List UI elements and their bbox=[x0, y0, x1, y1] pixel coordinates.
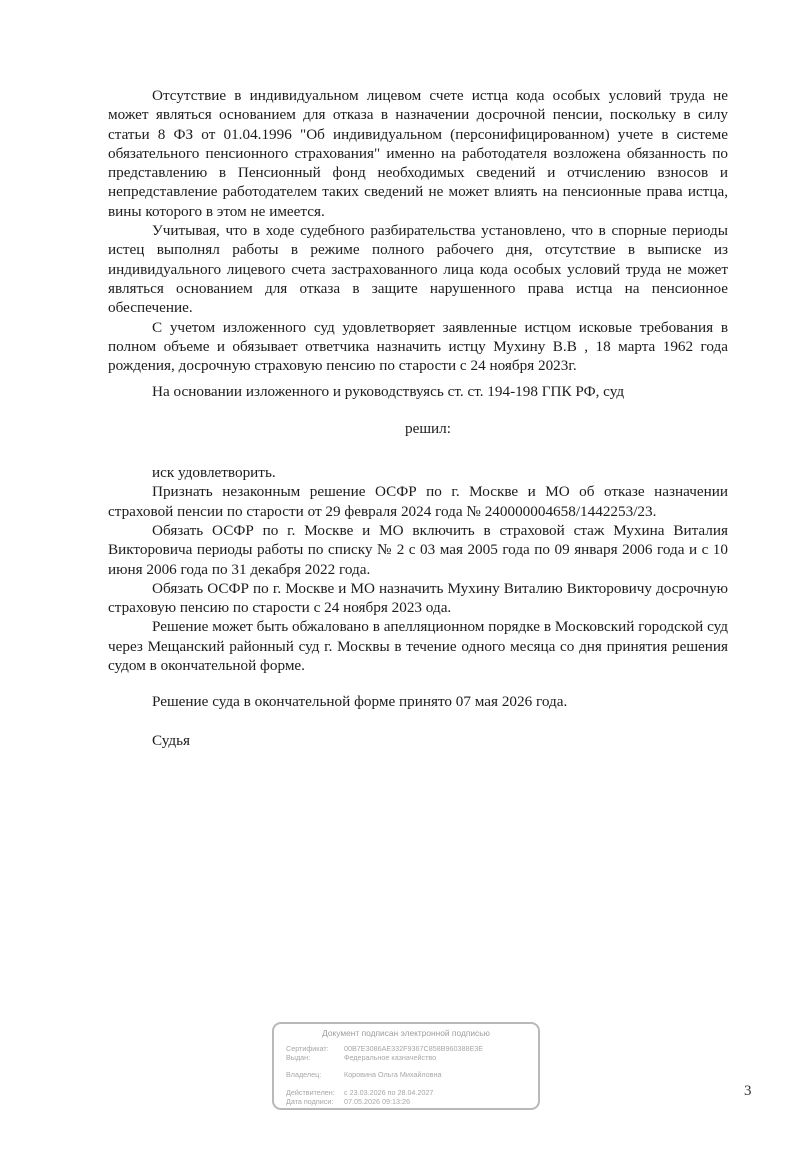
paragraph-missing-code: Отсутствие в индивидуальном лицевом счете истца кода особых условий труда не может являться основанием для отказа в назначении досрочной пенсии, поскольку в силу статьи 8 ФЗ от 01.04.1996 "Об индивидуальном (персонифицированном) учете в системе обязательного пенсионного страхования" именно на работодателя возложена обязанность по представлению в Пенсионный фонд необходимых сведений и отчислению взносов и непредставление работодателем таких сведений не может влиять на пенсионные права истца, вины которого в этом не имеется. bbox=[108, 87, 728, 220]
stamp-title: Документ подписан электронной подписью bbox=[322, 1028, 490, 1038]
stamp-sign-date-row bbox=[286, 1097, 410, 1106]
stamp-sign-date-value: 07.05.2026 09:13:26 bbox=[344, 1097, 410, 1106]
stamp-owner-row bbox=[286, 1070, 441, 1079]
paragraph-full-day-work: Учитывая, что в ходе судебного разбирательства установлено, что в спорные периоды истец выполнял работы в режиме полного рабочего дня, отсутствие в выписке из индивидуального лицевого счета застрахованного лица кода особых условий труда не может являться основанием для отказа в защите нарушенного права истца на пенсионное обеспечение. bbox=[108, 222, 728, 317]
paragraph-court-satisfies: С учетом изложенного суд удовлетворяет заявленные истцом исковые требования в полном объеме и обязывает ответчика назначить истцу Мухину В.В , 18 марта 1962 года рождения, досрочную страховую пенсию по старости с 24 ноября 2023г. bbox=[108, 318, 728, 375]
ruling-heading: решил: bbox=[405, 419, 451, 437]
stamp-cert-label: Сертификат: bbox=[286, 1044, 329, 1053]
stamp-certificate-row bbox=[286, 1044, 483, 1053]
stamp-owner-value: Коровина Ольга Михайловна bbox=[344, 1070, 442, 1079]
resolution-include-periods: Обязать ОСФР по г. Москве и МО включить в страховой стаж Мухина Виталия Викторовича периоды работы по списку № 2 с 03 мая 2005 года по 09 января 2006 года и с 10 июня 2006 года по 31 декабря 2022 года. bbox=[108, 521, 728, 578]
stamp-validity-value: с 23.03.2026 по 28.04.2027 bbox=[344, 1088, 434, 1097]
resolution-unlawful-decision: Признать незаконным решение ОСФР по г. Москве и МО об отказе назначении страховой пенсии по старости от 29 февраля 2024 года № 240000004658/1442253/23. bbox=[108, 483, 728, 520]
resolution-assign-pension: Обязать ОСФР по г. Москве и МО назначить Мухину Виталию Викторовичу досрочную страховую пенсию по старости с 24 ноября 2023 ода. bbox=[108, 579, 728, 617]
stamp-cert-value: 00B7E3086AE332F9367C858B960388E3E bbox=[344, 1044, 484, 1053]
stamp-issuer-label: Выдан: bbox=[286, 1053, 311, 1062]
stamp-validity-row bbox=[286, 1088, 433, 1097]
stamp-issuer-row bbox=[286, 1053, 436, 1062]
stamp-validity-label: Действителен: bbox=[286, 1088, 335, 1097]
stamp-sign-date-label: Дата подписи: bbox=[286, 1097, 334, 1106]
electronic-signature-stamp bbox=[272, 1022, 540, 1110]
final-form-date: Решение суда в окончательной форме принято 07 мая 2026 года. bbox=[152, 693, 568, 711]
stamp-owner-label: Владелец: bbox=[286, 1070, 322, 1079]
resolution-appeal-notice: Решение может быть обжаловано в апелляционном порядке в Московский городской суд через Мещанский районный суд г. Москвы в течение одного месяца со дня принятия решения судом в окончательной форме. bbox=[108, 618, 728, 675]
stamp-issuer-value: Федеральное казначейство bbox=[344, 1053, 437, 1062]
resolution-grant-claim: иск удовлетворить. bbox=[152, 464, 276, 482]
judge-label: Судья bbox=[152, 731, 191, 749]
page-number: 3 bbox=[744, 1083, 752, 1099]
document-body bbox=[108, 86, 728, 750]
paragraph-legal-basis: На основании изложенного и руководствуясь ст. ст. 194-198 ГПК РФ, суд bbox=[152, 383, 625, 401]
